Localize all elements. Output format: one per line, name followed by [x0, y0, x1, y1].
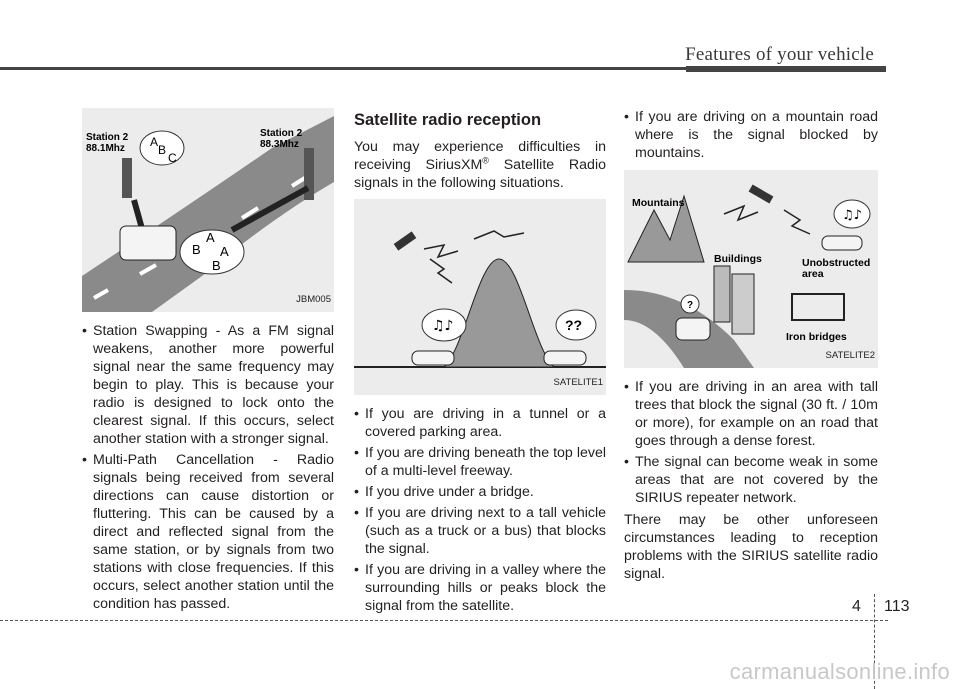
column-left — [82, 108, 334, 616]
bullet-item: • If you are driving in a tunnel or a covered parking area. — [354, 405, 606, 441]
figure-satellite-obstacles — [624, 170, 878, 368]
obstacle-bullet-list — [624, 378, 878, 507]
satellite-icon — [749, 185, 774, 204]
station-left-label: Station 2 — [86, 132, 129, 143]
page-number: 113 — [884, 598, 910, 615]
building-2 — [732, 274, 754, 334]
car-icon — [822, 236, 862, 250]
chapter-number: 4 — [852, 598, 861, 615]
footer-rule — [0, 620, 888, 621]
intro-text-2: Satellite Radio signals in the following situations. — [354, 157, 606, 191]
car-letter-a1: A — [206, 230, 215, 245]
building-1 — [714, 266, 730, 322]
closing-paragraph: There may be other unforeseen circumstances leading to reception problems with the SIRIUS satellite radio signal. — [624, 512, 878, 582]
car-icon — [120, 226, 176, 260]
section-title: Satellite radio reception — [354, 111, 542, 129]
satellite-hill-illustration — [354, 199, 606, 395]
figure-satellite-hill — [354, 199, 606, 395]
satellite-bullet-list — [354, 405, 606, 615]
label-unobstructed: Unobstructed — [802, 257, 871, 269]
freq-right-label: 88.3Mhz — [260, 139, 299, 150]
bullet-item: • If you are driving in a valley where the surrounding hills or peaks block the signal from the satellite. — [354, 561, 606, 615]
page-header-title: Features of your vehicle — [685, 44, 874, 65]
figure-code: SATELITE2 — [825, 350, 875, 361]
figure-code: SATELITE1 — [553, 377, 603, 388]
fm-bullet-list — [82, 322, 334, 613]
figure-code: JBM005 — [296, 294, 331, 305]
bullet-item: • Station Swapping - As a FM signal weakens, another more powerful signal near the same frequency may begin to play. This is because your radio is designed to lock onto the clearest signal. If this occurs, select another station with a stronger signal. — [82, 322, 334, 448]
column-right — [624, 108, 878, 590]
music-note-icon: ♫♪ — [842, 208, 862, 223]
satellite-icon — [394, 231, 417, 250]
label-buildings: Buildings — [714, 253, 762, 265]
mountain-icon — [444, 259, 554, 367]
tower-left — [122, 158, 132, 198]
car-letter-a2: A — [220, 244, 229, 259]
intro-text-1: You may experience difficulties in receiving SiriusXM — [354, 139, 606, 173]
intro-paragraph — [354, 138, 606, 192]
label-iron-bridges: Iron bridges — [786, 331, 847, 343]
station-right-label: Station 2 — [260, 128, 303, 139]
figure-fm-station-swapping — [82, 108, 334, 312]
car-left-icon — [412, 351, 454, 365]
bullet-item: • If you are driving in an area with tall trees that block the signal (30 ft. / 10m or more), for example on an road that goes through a dense forest. — [624, 378, 878, 450]
bullet-item: • If you are driving on a mountain road where is the signal blocked by mountains. — [624, 108, 878, 162]
car-letter-b1: B — [192, 242, 201, 257]
music-note-icon: ♫♪ — [432, 318, 454, 334]
bullet-item: • If you are driving beneath the top level of a multi-level freeway. — [354, 444, 606, 480]
label-area: area — [802, 268, 824, 280]
label-mountains: Mountains — [632, 197, 685, 209]
bubble-letter-b: B — [158, 143, 167, 157]
bullet-item: • If you drive under a bridge. — [354, 483, 606, 501]
signal-bolts — [724, 206, 810, 234]
registered-mark: ® — [482, 155, 489, 166]
column-middle — [354, 108, 606, 618]
freq-left-label: 88.1Mhz — [86, 143, 125, 154]
bullet-item: • Multi-Path Cancellation - Radio signals being received from several directions can cause distortion or fluttering. This can be caused by a direct and reflected signal from the same station, or by signals from two stations with close frequencies. If this occurs, select another station until the condition has passed. — [82, 451, 334, 613]
iron-bridge-icon — [792, 294, 844, 320]
bullet-item: • If you are driving next to a tall vehicle (such as a truck or a bus) that blocks the signal. — [354, 504, 606, 558]
car-letter-b2: B — [212, 258, 221, 273]
bubble-letter-a: A — [150, 135, 159, 149]
fm-illustration — [82, 108, 334, 312]
mountain-bullet-list — [624, 108, 878, 162]
obstacles-illustration — [624, 170, 878, 368]
car-right-icon — [544, 351, 586, 365]
bullet-item: • The signal can become weak in some areas that are not covered by the SIRIUS repeater network. — [624, 453, 878, 507]
question-mark: ? — [687, 300, 694, 311]
bubble-letter-c: C — [168, 151, 177, 165]
unknown-label: ?? — [565, 317, 583, 333]
car-on-road-icon — [676, 318, 710, 340]
header-rule-accent — [686, 66, 886, 72]
watermark: carmanualsonline.info — [729, 659, 950, 684]
